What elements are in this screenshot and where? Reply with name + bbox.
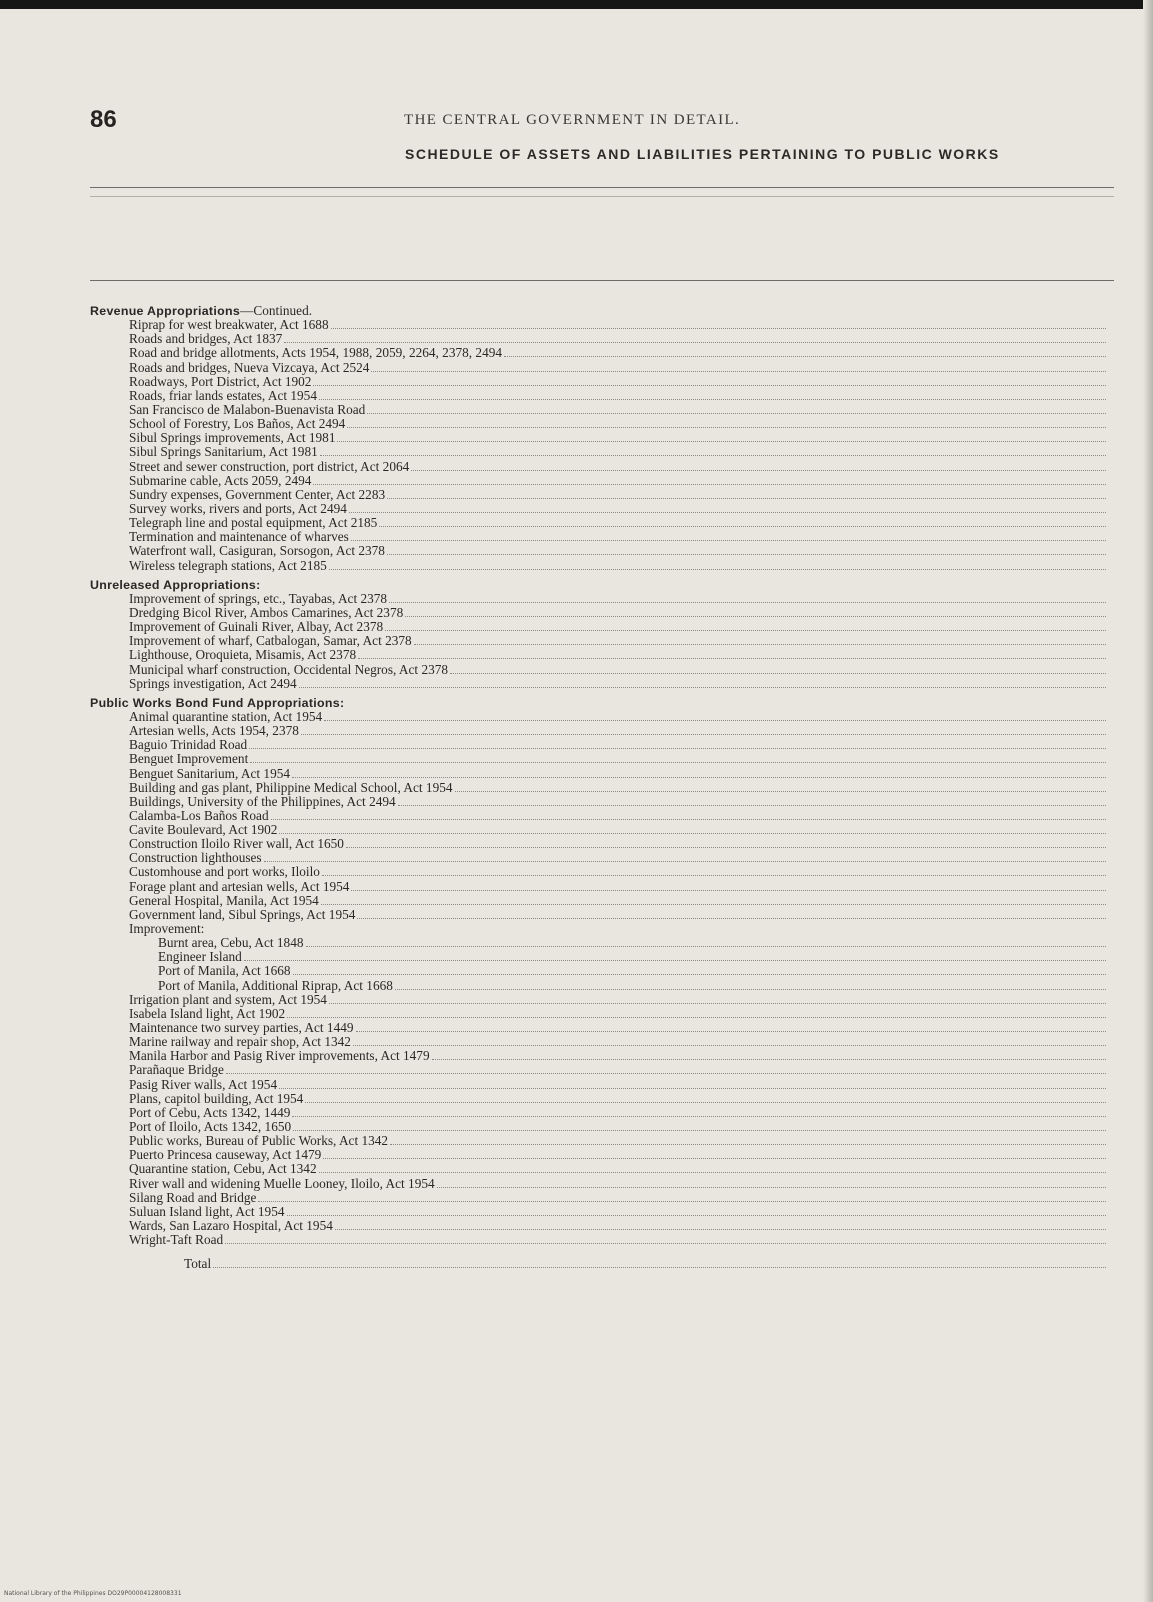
item-label: Customhouse and port works, Iloilo xyxy=(129,865,320,880)
total-row: Total xyxy=(90,1257,1106,1271)
leader-dots xyxy=(213,1267,1106,1268)
schedule-item xyxy=(90,1219,1106,1233)
schedule-item xyxy=(90,1120,1106,1134)
schedule-item xyxy=(90,964,1106,978)
schedule-item xyxy=(90,502,1106,516)
schedule-item xyxy=(90,346,1106,360)
schedule-item xyxy=(90,332,1106,346)
item-label: School of Forestry, Los Baños, Act 2494 xyxy=(129,417,346,432)
schedule-item xyxy=(90,606,1106,620)
schedule-item xyxy=(90,677,1106,691)
schedule-item xyxy=(90,361,1106,375)
leader-dots xyxy=(367,413,1106,414)
section-heading-bond-fund: Public Works Bond Fund Appropriations: xyxy=(90,695,345,710)
leader-dots xyxy=(301,734,1106,735)
leader-dots xyxy=(351,890,1106,891)
schedule-item xyxy=(90,516,1106,530)
schedule-item xyxy=(90,851,1106,865)
item-label: Forage plant and artesian wells, Act 1954 xyxy=(129,879,350,894)
item-label: Road and bridge allotments, Acts 1954, 1988, 2059, 2264, 2378, 2494 xyxy=(129,346,503,361)
schedule-item xyxy=(90,1162,1106,1176)
section-heading-unreleased: Unreleased Appropriations: xyxy=(90,577,261,592)
leader-dots xyxy=(292,777,1106,778)
item-label: Public works, Bureau of Public Works, Act 1342 xyxy=(129,1134,389,1149)
item-label: Marine railway and repair shop, Act 1342 xyxy=(129,1035,351,1050)
schedule-item xyxy=(90,1007,1106,1021)
item-label: Sibul Springs Sanitarium, Act 1981 xyxy=(129,445,318,460)
item-label: Wards, San Lazaro Hospital, Act 1954 xyxy=(129,1219,333,1233)
schedule-item xyxy=(90,663,1106,677)
schedule-item xyxy=(90,837,1106,851)
item-label: Wireless telegraph stations, Act 2185 xyxy=(129,558,327,573)
schedule-item xyxy=(90,752,1106,766)
leader-dots xyxy=(398,805,1106,806)
header-rule-secondary xyxy=(90,196,1114,197)
schedule-item xyxy=(90,1063,1106,1077)
schedule-item xyxy=(90,865,1106,879)
schedule-entries xyxy=(90,304,1106,1271)
schedule-item xyxy=(90,559,1106,573)
item-label: Maintenance two survey parties, Act 1449 xyxy=(129,1021,354,1036)
schedule-item xyxy=(90,460,1106,474)
leader-dots xyxy=(432,1059,1106,1060)
item-label: Building and gas plant, Philippine Medical School, Act 1954 xyxy=(129,780,453,795)
item-label: Construction Iloilo River wall, Act 1650 xyxy=(129,837,344,852)
item-label: Riprap for west breakwater, Act 1688 xyxy=(129,318,329,333)
item-label: Irrigation plant and system, Act 1954 xyxy=(129,992,327,1007)
leader-dots xyxy=(379,526,1106,527)
leader-dots xyxy=(329,569,1106,570)
leader-dots xyxy=(271,819,1106,820)
schedule-item xyxy=(90,1049,1106,1063)
schedule-item xyxy=(90,389,1106,403)
item-label: Plans, capitol building, Act 1954 xyxy=(129,1091,304,1106)
section-title: SCHEDULE OF ASSETS AND LIABILITIES PERTAINING TO PUBLIC WORKS xyxy=(405,146,1000,162)
leader-dots xyxy=(346,847,1106,848)
leader-dots xyxy=(353,1045,1106,1046)
leader-dots xyxy=(244,960,1106,961)
schedule-item xyxy=(90,1191,1106,1205)
leader-dots xyxy=(387,554,1106,555)
leader-dots xyxy=(299,687,1106,688)
item-label: Government land, Sibul Springs, Act 1954 xyxy=(129,907,356,922)
item-label: Port of Iloilo, Acts 1342, 1650 xyxy=(129,1120,292,1135)
schedule-item xyxy=(90,431,1106,445)
schedule-item xyxy=(90,1106,1106,1120)
item-label: Benguet Improvement xyxy=(129,752,249,767)
leader-dots xyxy=(337,441,1106,442)
schedule-item xyxy=(90,1134,1106,1148)
schedule-item xyxy=(90,894,1106,908)
section-heading-revenue: Revenue Appropriations—Continued. xyxy=(90,304,313,318)
schedule-item xyxy=(90,738,1106,752)
item-label: Silang Road and Bridge xyxy=(129,1190,257,1205)
item-label: Dredging Bicol River, Ambos Camarines, Act 2378 xyxy=(129,605,404,620)
schedule-item xyxy=(90,767,1106,781)
schedule-item xyxy=(90,634,1106,648)
table-top-rule xyxy=(90,280,1114,281)
schedule-item xyxy=(90,592,1106,606)
item-label: Roads, friar lands estates, Act 1954 xyxy=(129,388,317,403)
item-label: Port of Manila, Additional Riprap, Act 1668 xyxy=(158,978,393,993)
leader-dots xyxy=(319,399,1106,400)
schedule-item xyxy=(90,979,1106,993)
schedule-item xyxy=(90,318,1106,332)
item-label: Port of Cebu, Acts 1342, 1449 xyxy=(129,1105,291,1120)
schedule-item xyxy=(90,781,1106,795)
leader-dots xyxy=(306,946,1107,947)
schedule-item xyxy=(90,880,1106,894)
schedule-item xyxy=(90,1177,1106,1191)
leader-dots xyxy=(358,658,1106,659)
item-label: Roads and bridges, Act 1837 xyxy=(129,332,283,347)
item-label: Artesian wells, Acts 1954, 2378 xyxy=(129,724,299,739)
schedule-item xyxy=(90,795,1106,809)
item-label: Survey works, rivers and ports, Act 2494 xyxy=(129,501,347,516)
item-label: Calamba-Los Baños Road xyxy=(129,808,269,823)
schedule-item xyxy=(90,710,1106,724)
leader-dots xyxy=(414,644,1106,645)
schedule-item xyxy=(90,809,1106,823)
schedule-item xyxy=(90,993,1106,1007)
schedule-item xyxy=(90,936,1106,950)
schedule-item xyxy=(90,620,1106,634)
item-label: Sibul Springs improvements, Act 1981 xyxy=(129,431,336,446)
leader-dots xyxy=(323,1158,1106,1159)
leader-dots xyxy=(351,540,1106,541)
schedule-item xyxy=(90,530,1106,544)
leader-dots xyxy=(225,1243,1106,1244)
item-label: Submarine cable, Acts 2059, 2494 xyxy=(129,473,312,488)
leader-dots xyxy=(313,484,1106,485)
item-label: Roadways, Port District, Act 1902 xyxy=(129,374,312,389)
schedule-item xyxy=(90,417,1106,431)
leader-dots xyxy=(390,1144,1106,1145)
schedule-item xyxy=(90,544,1106,558)
header-rule xyxy=(90,187,1114,188)
leader-dots xyxy=(387,498,1106,499)
schedule-item xyxy=(90,823,1106,837)
leader-dots xyxy=(331,328,1106,329)
leader-dots xyxy=(395,989,1106,990)
leader-dots xyxy=(292,1116,1106,1117)
schedule-item xyxy=(90,1205,1106,1219)
schedule-item xyxy=(90,950,1106,964)
scan-right-edge xyxy=(1143,0,1153,1602)
leader-dots xyxy=(371,371,1106,372)
item-label: Wright-Taft Road xyxy=(129,1233,224,1248)
leader-dots xyxy=(389,602,1106,603)
schedule-item xyxy=(90,1021,1106,1035)
leader-dots xyxy=(226,1073,1106,1074)
continued-note: —Continued. xyxy=(240,304,313,318)
leader-dots xyxy=(258,1201,1106,1202)
leader-dots xyxy=(450,673,1106,674)
schedule-item xyxy=(90,488,1106,502)
schedule-item xyxy=(90,1035,1106,1049)
item-label: Springs investigation, Act 2494 xyxy=(129,676,297,691)
item-label: Street and sewer construction, port district, Act 2064 xyxy=(129,459,410,474)
leader-dots xyxy=(504,356,1106,357)
leader-dots xyxy=(313,385,1106,386)
leader-dots xyxy=(264,861,1106,862)
item-label: Improvement of wharf, Catbalogan, Samar, Act 2378 xyxy=(129,634,412,649)
item-label: Telegraph line and postal equipment, Act 2185 xyxy=(129,516,378,531)
schedule-item xyxy=(90,1092,1106,1106)
leader-dots xyxy=(322,875,1106,876)
page-number: 86 xyxy=(90,106,117,133)
leader-dots xyxy=(385,630,1106,631)
leader-dots xyxy=(335,1229,1106,1230)
schedule-item xyxy=(90,474,1106,488)
schedule-item xyxy=(90,908,1106,922)
leader-dots xyxy=(357,918,1106,919)
item-label: Termination and maintenance of wharves xyxy=(129,530,349,545)
scan-top-edge xyxy=(0,0,1153,9)
item-label: Municipal wharf construction, Occidental Negros, Act 2378 xyxy=(129,662,449,677)
schedule-item xyxy=(90,403,1106,417)
leader-dots xyxy=(324,720,1106,721)
leader-dots xyxy=(287,1215,1107,1216)
item-label: Benguet Sanitarium, Act 1954 xyxy=(129,766,291,781)
schedule-item xyxy=(90,1148,1106,1162)
leader-dots xyxy=(279,1088,1106,1089)
schedule-item xyxy=(90,1233,1106,1247)
running-title: THE CENTRAL GOVERNMENT IN DETAIL. xyxy=(404,112,741,128)
item-label: Parañaque Bridge xyxy=(129,1063,224,1078)
item-label: Waterfront wall, Casiguran, Sorsogon, Act 2378 xyxy=(129,544,385,559)
scan-footer: National Library of the Philippines DO29P00004128008331 xyxy=(4,1590,182,1597)
item-label: Quarantine station, Cebu, Act 1342 xyxy=(129,1162,317,1177)
item-label: General Hospital, Manila, Act 1954 xyxy=(129,893,319,908)
leader-dots xyxy=(284,342,1106,343)
item-label: River wall and widening Muelle Looney, Iloilo, Act 1954 xyxy=(129,1176,435,1191)
item-label: Manila Harbor and Pasig River improvements, Act 1479 xyxy=(129,1049,430,1064)
item-label: Animal quarantine station, Act 1954 xyxy=(129,709,323,724)
item-label: Buildings, University of the Philippines, Act 2494 xyxy=(129,794,396,809)
leader-dots xyxy=(321,904,1106,905)
item-label: Improvement of Guinali River, Albay, Act 2378 xyxy=(129,620,384,635)
subheading-improvement: Improvement: xyxy=(129,922,205,937)
leader-dots xyxy=(349,512,1106,513)
leader-dots xyxy=(411,470,1106,471)
leader-dots xyxy=(329,1003,1106,1004)
schedule-item xyxy=(90,724,1106,738)
item-label: Construction lighthouses xyxy=(129,851,262,866)
leader-dots xyxy=(320,455,1106,456)
leader-dots xyxy=(319,1172,1106,1173)
leader-dots xyxy=(437,1187,1106,1188)
item-label: Port of Manila, Act 1668 xyxy=(158,964,291,979)
leader-dots xyxy=(293,974,1106,975)
item-label: Puerto Princesa causeway, Act 1479 xyxy=(129,1148,322,1163)
item-label: Improvement of springs, etc., Tayabas, Act 2378 xyxy=(129,591,388,606)
leader-dots xyxy=(287,1017,1106,1018)
schedule-item xyxy=(90,445,1106,459)
schedule-item xyxy=(90,648,1106,662)
item-label: Sundry expenses, Government Center, Act 2283 xyxy=(129,487,386,502)
item-label: Cavite Boulevard, Act 1902 xyxy=(129,823,278,838)
leader-dots xyxy=(455,791,1106,792)
leader-dots xyxy=(356,1031,1106,1032)
leader-dots xyxy=(405,616,1106,617)
item-label: Suluan Island light, Act 1954 xyxy=(129,1204,285,1219)
leader-dots xyxy=(293,1130,1106,1131)
item-label: Baguio Trinidad Road xyxy=(129,738,248,753)
schedule-item xyxy=(90,1078,1106,1092)
leader-dots xyxy=(347,427,1106,428)
leader-dots xyxy=(250,762,1106,763)
leader-dots xyxy=(249,748,1106,749)
item-label: Lighthouse, Oroquieta, Misamis, Act 2378 xyxy=(129,648,357,663)
item-label: Engineer Island xyxy=(158,950,242,965)
item-label: Isabela Island light, Act 1902 xyxy=(129,1006,286,1021)
item-label: Burnt area, Cebu, Act 1848 xyxy=(158,936,304,951)
leader-dots xyxy=(279,833,1106,834)
schedule-item xyxy=(90,375,1106,389)
leader-dots xyxy=(305,1102,1106,1103)
item-label: Roads and bridges, Nueva Vizcaya, Act 2524 xyxy=(129,360,370,375)
item-label: Pasig River walls, Act 1954 xyxy=(129,1077,278,1092)
item-label: San Francisco de Malabon-Buenavista Road xyxy=(129,402,366,417)
